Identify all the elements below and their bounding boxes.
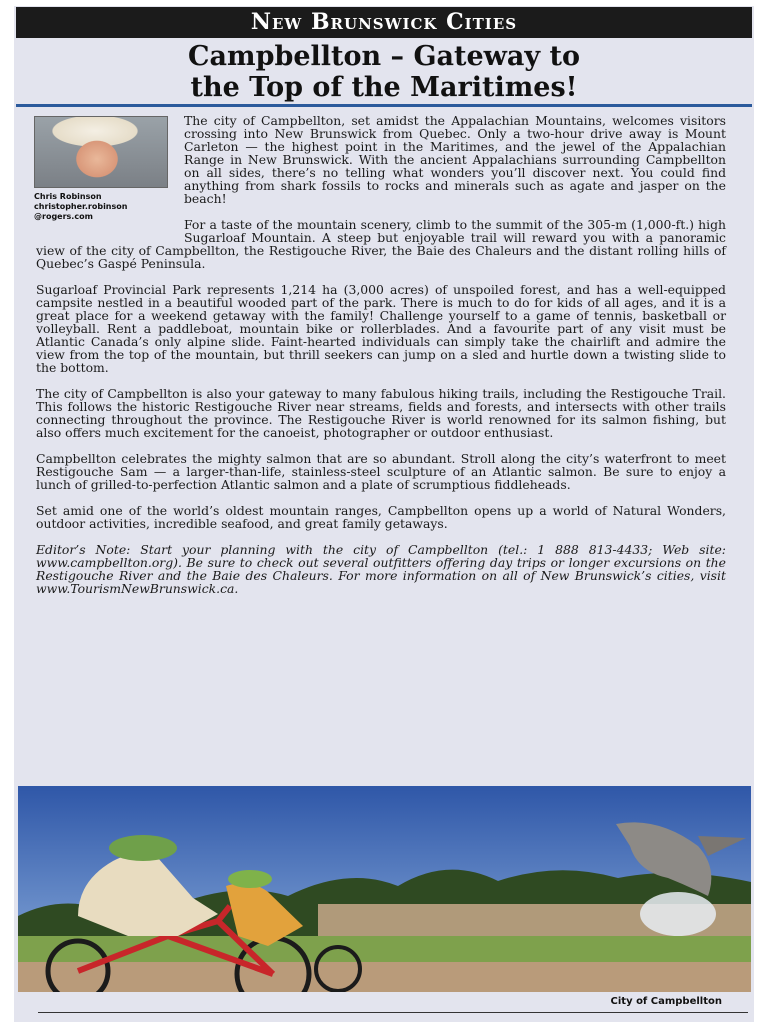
photo-credit: City of Campbellton <box>610 996 722 1007</box>
paragraph-1-text: The city of Campbellton, set amidst the Appalachian Mountains, welcomes visitors crossing into New Brunswick from Quebec. Only a two-hour drive away is Mount Carleton — the highest point in the Maritimes, and the jewel of the Appalachian Range in New Brunswick. With the ancient Appalachians surrounding Campbellton on all sides, there’s no telling what wonders you’ll discover next. You could find anything from shark fossils to rocks and minerals such as agate and jasper on the beach! <box>184 113 726 206</box>
cyclists-photo <box>18 786 751 992</box>
paragraph-6: Set amid one of the world’s oldest mountain ranges, Campbellton opens up a world of Natural Wonders, outdoor activities, incredible seafood, and great family getaways. <box>36 503 726 531</box>
photo-illustration <box>18 786 751 992</box>
paragraph-2: For a taste of the mountain scenery, climb to the summit of the 305-m (1,000-ft.) high Sugarloaf Mountain. A steep but enjoyable trail will reward you with a panoramic view of the city of Campbellton, the Restigouche River, the Baie des Chaleurs and the distant rolling hills of Quebec’s Gaspé Peninsula. <box>36 217 726 271</box>
footer-rule <box>38 1012 748 1013</box>
author-email-line-2: @rogers.com <box>34 212 93 221</box>
headline-rule <box>16 104 752 107</box>
author-name: Chris Robinson <box>34 192 102 201</box>
author-block <box>34 116 176 236</box>
paragraph-5: Campbellton celebrates the mighty salmon that are so abundant. Stroll along the city’s waterfront to meet Restigouche Sam — a larger-than-life, stainless-steel sculpture of an Atlantic salmon. Be sure to enjoy a lunch of grilled-to-perfection Atlantic salmon and a plate of scrumptious fiddleheads. <box>36 451 726 492</box>
author-email-line-1: christopher.robinson <box>34 202 128 211</box>
section-banner: New Brunswick Cities <box>16 7 752 38</box>
headline-line-1: Campbellton – Gateway to <box>188 41 580 72</box>
front-rider-helmet <box>109 835 177 861</box>
article-headline <box>18 41 750 103</box>
author-photo <box>34 116 168 188</box>
paragraph-1 <box>34 113 726 221</box>
article-body <box>36 114 726 608</box>
headline-line-2: the Top of the Maritimes! <box>190 72 578 103</box>
magazine-page <box>14 6 754 1022</box>
fountain-spray <box>640 892 716 936</box>
author-byline <box>34 192 176 222</box>
paragraph-4: The city of Campbellton is also your gateway to many fabulous hiking trails, including the Restigouche Trail. This follows the historic Restigouche River near streams, fields and forests, and intersects with other trails connecting throughout the province. The Restigouche River is world renowned for its salmon fishing, but also offers much excitement for the canoeist, photographer or outdoor enthusiast. <box>36 386 726 440</box>
path <box>18 962 751 992</box>
paragraph-3: Sugarloaf Provincial Park represents 1,214 ha (3,000 acres) of unspoiled forest, and has a well-equipped campsite nestled in a beautiful wooded part of the park. There is much to do for kids of all ages, and it is a great place for a weekend getaway with the family! Challenge yourself to a game of tennis, basketball or volleyball. Rent a paddleboat, mountain bike or rollerblades. And a favourite part of any visit must be Atlantic Canada’s only alpine slide. Faint-hearted individuals can simply take the chairlift and admire the view from the top of the mountain, but thrill seekers can jump on a sled and hurtle down a twisting slide to the bottom. <box>36 282 726 375</box>
rear-rider-helmet <box>228 870 272 888</box>
editor-note: Editor’s Note: Start your planning with the city of Campbellton (tel.: 1 888 813-4433; Web site: www.campbellton.org). Be sure to check out several outfitters offering day trips or longer excursions on the Restigouche River and the Baie des Chaleurs. For more information on all of New Brunswick’s cities, visit www.TourismNewBrunswick.ca. <box>36 542 726 596</box>
